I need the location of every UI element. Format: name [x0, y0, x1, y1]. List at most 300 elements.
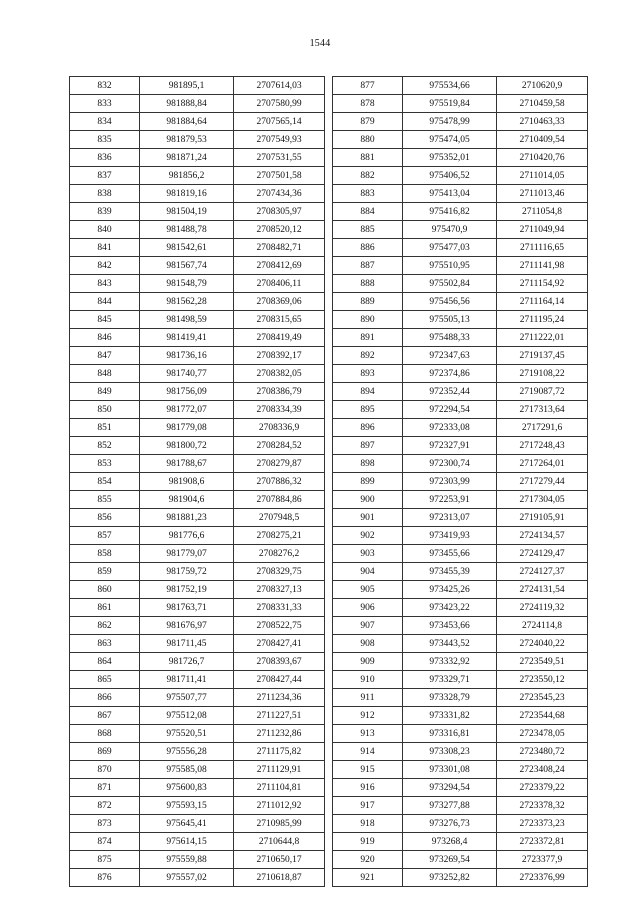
- x-coordinate-cell: 981736,16: [140, 347, 234, 365]
- y-coordinate-cell: 2708284,52: [234, 437, 325, 455]
- table-row: [70, 347, 325, 365]
- point-number-cell: 838: [70, 185, 140, 203]
- point-number-cell: 905: [333, 581, 403, 599]
- x-coordinate-cell: 973316,81: [403, 725, 497, 743]
- y-coordinate-cell: 2723377,9: [497, 851, 588, 869]
- point-number-cell: 913: [333, 725, 403, 743]
- x-coordinate-cell: 975557,02: [140, 869, 234, 887]
- y-coordinate-cell: 2724040,22: [497, 635, 588, 653]
- y-coordinate-cell: 2708369,06: [234, 293, 325, 311]
- table-row: [333, 509, 588, 527]
- x-coordinate-cell: 972374,86: [403, 365, 497, 383]
- table-row: [333, 419, 588, 437]
- table-row: [70, 491, 325, 509]
- table-row: [70, 617, 325, 635]
- point-number-cell: 854: [70, 473, 140, 491]
- table-row: [70, 527, 325, 545]
- table-row: [333, 707, 588, 725]
- x-coordinate-cell: 975478,99: [403, 113, 497, 131]
- table-row: [333, 563, 588, 581]
- x-coordinate-cell: 981740,77: [140, 365, 234, 383]
- point-number-cell: 852: [70, 437, 140, 455]
- table-row: [70, 455, 325, 473]
- point-number-cell: 858: [70, 545, 140, 563]
- y-coordinate-cell: 2708482,71: [234, 239, 325, 257]
- x-coordinate-cell: 975585,08: [140, 761, 234, 779]
- point-number-cell: 866: [70, 689, 140, 707]
- table-row: [70, 365, 325, 383]
- point-number-cell: 856: [70, 509, 140, 527]
- table-row: [333, 545, 588, 563]
- point-number-cell: 843: [70, 275, 140, 293]
- point-number-cell: 896: [333, 419, 403, 437]
- x-coordinate-cell: 973419,93: [403, 527, 497, 545]
- table-row: [333, 365, 588, 383]
- table-row: [333, 203, 588, 221]
- table-row: [333, 869, 588, 887]
- x-coordinate-cell: 973268,4: [403, 833, 497, 851]
- x-coordinate-cell: 973455,66: [403, 545, 497, 563]
- y-coordinate-cell: 2707531,55: [234, 149, 325, 167]
- y-coordinate-cell: 2708276,2: [234, 545, 325, 563]
- table-row: [333, 761, 588, 779]
- y-coordinate-cell: 2719137,45: [497, 347, 588, 365]
- y-coordinate-cell: 2708427,41: [234, 635, 325, 653]
- point-number-cell: 868: [70, 725, 140, 743]
- x-coordinate-cell: 981779,07: [140, 545, 234, 563]
- point-number-cell: 863: [70, 635, 140, 653]
- x-coordinate-cell: 975510,95: [403, 257, 497, 275]
- y-coordinate-cell: 2724119,32: [497, 599, 588, 617]
- x-coordinate-cell: 981504,19: [140, 203, 234, 221]
- point-number-cell: 844: [70, 293, 140, 311]
- x-coordinate-cell: 973455,39: [403, 563, 497, 581]
- x-coordinate-cell: 981488,78: [140, 221, 234, 239]
- y-coordinate-cell: 2708386,79: [234, 383, 325, 401]
- table-row: [333, 347, 588, 365]
- x-coordinate-cell: 975502,84: [403, 275, 497, 293]
- table-row: [70, 113, 325, 131]
- table-row: [333, 743, 588, 761]
- coordinates-table-right: [332, 76, 588, 887]
- x-coordinate-cell: 981888,84: [140, 95, 234, 113]
- x-coordinate-cell: 981908,6: [140, 473, 234, 491]
- y-coordinate-cell: 2711227,51: [234, 707, 325, 725]
- y-coordinate-cell: 2711175,82: [234, 743, 325, 761]
- point-number-cell: 833: [70, 95, 140, 113]
- y-coordinate-cell: 2710409,54: [497, 131, 588, 149]
- y-coordinate-cell: 2723550,12: [497, 671, 588, 689]
- x-coordinate-cell: 973425,26: [403, 581, 497, 599]
- point-number-cell: 877: [333, 77, 403, 95]
- x-coordinate-cell: 973423,22: [403, 599, 497, 617]
- point-number-cell: 904: [333, 563, 403, 581]
- point-number-cell: 890: [333, 311, 403, 329]
- page-number: 1544: [309, 38, 331, 49]
- x-coordinate-cell: 981772,07: [140, 401, 234, 419]
- table-row: [70, 419, 325, 437]
- x-coordinate-cell: 975559,88: [140, 851, 234, 869]
- y-coordinate-cell: 2711141,98: [497, 257, 588, 275]
- y-coordinate-cell: 2711129,91: [234, 761, 325, 779]
- y-coordinate-cell: 2708329,75: [234, 563, 325, 581]
- table-row: [333, 167, 588, 185]
- x-coordinate-cell: 975352,01: [403, 149, 497, 167]
- table-row: [70, 761, 325, 779]
- table-row: [333, 311, 588, 329]
- point-number-cell: 836: [70, 149, 140, 167]
- point-number-cell: 871: [70, 779, 140, 797]
- table-row: [333, 527, 588, 545]
- x-coordinate-cell: 981881,23: [140, 509, 234, 527]
- x-coordinate-cell: 975416,82: [403, 203, 497, 221]
- point-number-cell: 903: [333, 545, 403, 563]
- x-coordinate-cell: 973328,79: [403, 689, 497, 707]
- table-row: [333, 833, 588, 851]
- point-number-cell: 849: [70, 383, 140, 401]
- point-number-cell: 918: [333, 815, 403, 833]
- y-coordinate-cell: 2708427,44: [234, 671, 325, 689]
- x-coordinate-cell: 972347,63: [403, 347, 497, 365]
- y-coordinate-cell: 2711013,46: [497, 185, 588, 203]
- table-row: [70, 77, 325, 95]
- y-coordinate-cell: 2707501,58: [234, 167, 325, 185]
- y-coordinate-cell: 2708336,9: [234, 419, 325, 437]
- point-number-cell: 837: [70, 167, 140, 185]
- x-coordinate-cell: 975645,41: [140, 815, 234, 833]
- table-row: [333, 149, 588, 167]
- table-row: [70, 653, 325, 671]
- x-coordinate-cell: 981779,08: [140, 419, 234, 437]
- y-coordinate-cell: 2717313,64: [497, 401, 588, 419]
- x-coordinate-cell: 973276,73: [403, 815, 497, 833]
- point-number-cell: 880: [333, 131, 403, 149]
- y-coordinate-cell: 2723378,32: [497, 797, 588, 815]
- point-number-cell: 907: [333, 617, 403, 635]
- x-coordinate-cell: 972333,08: [403, 419, 497, 437]
- x-coordinate-cell: 981800,72: [140, 437, 234, 455]
- table-row: [70, 509, 325, 527]
- point-number-cell: 910: [333, 671, 403, 689]
- table-row: [70, 581, 325, 599]
- table-row: [333, 185, 588, 203]
- y-coordinate-cell: 2711154,92: [497, 275, 588, 293]
- y-coordinate-cell: 2711116,65: [497, 239, 588, 257]
- x-coordinate-cell: 981711,45: [140, 635, 234, 653]
- table-row: [70, 725, 325, 743]
- x-coordinate-cell: 981567,74: [140, 257, 234, 275]
- point-number-cell: 882: [333, 167, 403, 185]
- y-coordinate-cell: 2708419,49: [234, 329, 325, 347]
- point-number-cell: 864: [70, 653, 140, 671]
- y-coordinate-cell: 2724134,57: [497, 527, 588, 545]
- table-row: [70, 95, 325, 113]
- y-coordinate-cell: 2723549,51: [497, 653, 588, 671]
- table-row: [70, 671, 325, 689]
- y-coordinate-cell: 2710463,33: [497, 113, 588, 131]
- point-number-cell: 920: [333, 851, 403, 869]
- y-coordinate-cell: 2711232,86: [234, 725, 325, 743]
- table-row: [70, 473, 325, 491]
- table-row: [333, 779, 588, 797]
- table-row: [70, 185, 325, 203]
- y-coordinate-cell: 2708520,12: [234, 221, 325, 239]
- table-row: [333, 77, 588, 95]
- point-number-cell: 889: [333, 293, 403, 311]
- y-coordinate-cell: 2710620,9: [497, 77, 588, 95]
- y-coordinate-cell: 2723545,23: [497, 689, 588, 707]
- x-coordinate-cell: 973443,52: [403, 635, 497, 653]
- y-coordinate-cell: 2717304,05: [497, 491, 588, 509]
- y-coordinate-cell: 2719108,22: [497, 365, 588, 383]
- point-number-cell: 899: [333, 473, 403, 491]
- y-coordinate-cell: 2708327,13: [234, 581, 325, 599]
- point-number-cell: 879: [333, 113, 403, 131]
- y-coordinate-cell: 2708331,33: [234, 599, 325, 617]
- point-number-cell: 842: [70, 257, 140, 275]
- point-number-cell: 917: [333, 797, 403, 815]
- y-coordinate-cell: 2708279,87: [234, 455, 325, 473]
- table-row: [333, 257, 588, 275]
- table-row: [333, 383, 588, 401]
- y-coordinate-cell: 2707565,14: [234, 113, 325, 131]
- point-number-cell: 898: [333, 455, 403, 473]
- x-coordinate-cell: 975474,05: [403, 131, 497, 149]
- point-number-cell: 865: [70, 671, 140, 689]
- table-row: [333, 653, 588, 671]
- point-number-cell: 845: [70, 311, 140, 329]
- x-coordinate-cell: 981759,72: [140, 563, 234, 581]
- y-coordinate-cell: 2710650,17: [234, 851, 325, 869]
- y-coordinate-cell: 2724131,54: [497, 581, 588, 599]
- x-coordinate-cell: 981871,24: [140, 149, 234, 167]
- y-coordinate-cell: 2707948,5: [234, 509, 325, 527]
- y-coordinate-cell: 2711222,01: [497, 329, 588, 347]
- y-coordinate-cell: 2708393,67: [234, 653, 325, 671]
- point-number-cell: 919: [333, 833, 403, 851]
- x-coordinate-cell: 981819,16: [140, 185, 234, 203]
- y-coordinate-cell: 2707886,32: [234, 473, 325, 491]
- table-row: [333, 113, 588, 131]
- x-coordinate-cell: 975534,66: [403, 77, 497, 95]
- table-row: [333, 617, 588, 635]
- y-coordinate-cell: 2707549,93: [234, 131, 325, 149]
- table-row: [70, 167, 325, 185]
- point-number-cell: 888: [333, 275, 403, 293]
- y-coordinate-cell: 2711195,24: [497, 311, 588, 329]
- point-number-cell: 906: [333, 599, 403, 617]
- table-row: [70, 149, 325, 167]
- y-coordinate-cell: 2710459,58: [497, 95, 588, 113]
- point-number-cell: 878: [333, 95, 403, 113]
- x-coordinate-cell: 975519,84: [403, 95, 497, 113]
- point-number-cell: 841: [70, 239, 140, 257]
- table-row: [333, 491, 588, 509]
- table-row: [333, 851, 588, 869]
- x-coordinate-cell: 981676,97: [140, 617, 234, 635]
- x-coordinate-cell: 975593,15: [140, 797, 234, 815]
- y-coordinate-cell: 2711054,8: [497, 203, 588, 221]
- y-coordinate-cell: 2719087,72: [497, 383, 588, 401]
- table-row: [70, 833, 325, 851]
- y-coordinate-cell: 2724129,47: [497, 545, 588, 563]
- x-coordinate-cell: 975600,83: [140, 779, 234, 797]
- table-row: [70, 563, 325, 581]
- y-coordinate-cell: 2717264,01: [497, 455, 588, 473]
- point-number-cell: 869: [70, 743, 140, 761]
- table-row: [70, 311, 325, 329]
- point-number-cell: 894: [333, 383, 403, 401]
- table-row: [70, 239, 325, 257]
- y-coordinate-cell: 2719105,91: [497, 509, 588, 527]
- x-coordinate-cell: 973277,88: [403, 797, 497, 815]
- x-coordinate-cell: 972313,07: [403, 509, 497, 527]
- y-coordinate-cell: 2710644,8: [234, 833, 325, 851]
- x-coordinate-cell: 972352,44: [403, 383, 497, 401]
- point-number-cell: 853: [70, 455, 140, 473]
- x-coordinate-cell: 981788,67: [140, 455, 234, 473]
- table-row: [70, 275, 325, 293]
- x-coordinate-cell: 981752,19: [140, 581, 234, 599]
- table-row: [333, 437, 588, 455]
- x-coordinate-cell: 975488,33: [403, 329, 497, 347]
- x-coordinate-cell: 972300,74: [403, 455, 497, 473]
- table-row: [333, 581, 588, 599]
- y-coordinate-cell: 2711164,14: [497, 293, 588, 311]
- point-number-cell: 851: [70, 419, 140, 437]
- table-row: [333, 599, 588, 617]
- y-coordinate-cell: 2707580,99: [234, 95, 325, 113]
- y-coordinate-cell: 2708315,65: [234, 311, 325, 329]
- table-row: [70, 257, 325, 275]
- table-row: [70, 869, 325, 887]
- point-number-cell: 861: [70, 599, 140, 617]
- x-coordinate-cell: 981879,53: [140, 131, 234, 149]
- y-coordinate-cell: 2708275,21: [234, 527, 325, 545]
- table-row: [70, 329, 325, 347]
- x-coordinate-cell: 981711,41: [140, 671, 234, 689]
- y-coordinate-cell: 2711049,94: [497, 221, 588, 239]
- x-coordinate-cell: 972303,99: [403, 473, 497, 491]
- y-coordinate-cell: 2723376,99: [497, 869, 588, 887]
- table-row: [70, 293, 325, 311]
- x-coordinate-cell: 975456,56: [403, 293, 497, 311]
- x-coordinate-cell: 975413,04: [403, 185, 497, 203]
- x-coordinate-cell: 973308,23: [403, 743, 497, 761]
- point-number-cell: 835: [70, 131, 140, 149]
- x-coordinate-cell: 981856,2: [140, 167, 234, 185]
- point-number-cell: 886: [333, 239, 403, 257]
- table-row: [70, 635, 325, 653]
- point-number-cell: 909: [333, 653, 403, 671]
- x-coordinate-cell: 972294,54: [403, 401, 497, 419]
- point-number-cell: 832: [70, 77, 140, 95]
- y-coordinate-cell: 2711012,92: [234, 797, 325, 815]
- point-number-cell: 848: [70, 365, 140, 383]
- point-number-cell: 887: [333, 257, 403, 275]
- point-number-cell: 921: [333, 869, 403, 887]
- table-row: [333, 293, 588, 311]
- table-row: [333, 329, 588, 347]
- y-coordinate-cell: 2710420,76: [497, 149, 588, 167]
- x-coordinate-cell: 973294,54: [403, 779, 497, 797]
- y-coordinate-cell: 2717279,44: [497, 473, 588, 491]
- x-coordinate-cell: 981542,61: [140, 239, 234, 257]
- x-coordinate-cell: 975614,15: [140, 833, 234, 851]
- point-number-cell: 860: [70, 581, 140, 599]
- table-row: [70, 383, 325, 401]
- y-coordinate-cell: 2708334,39: [234, 401, 325, 419]
- y-coordinate-cell: 2723544,68: [497, 707, 588, 725]
- table-row: [70, 221, 325, 239]
- x-coordinate-cell: 975556,28: [140, 743, 234, 761]
- x-coordinate-cell: 981884,64: [140, 113, 234, 131]
- x-coordinate-cell: 981776,6: [140, 527, 234, 545]
- point-number-cell: 891: [333, 329, 403, 347]
- y-coordinate-cell: 2723408,24: [497, 761, 588, 779]
- point-number-cell: 881: [333, 149, 403, 167]
- y-coordinate-cell: 2723372,81: [497, 833, 588, 851]
- table-row: [70, 707, 325, 725]
- table-row: [70, 743, 325, 761]
- table-row: [333, 401, 588, 419]
- point-number-cell: 897: [333, 437, 403, 455]
- table-row: [70, 689, 325, 707]
- coordinates-table-left: [69, 76, 325, 887]
- x-coordinate-cell: 975512,08: [140, 707, 234, 725]
- table-row: [70, 797, 325, 815]
- table-row: [70, 401, 325, 419]
- y-coordinate-cell: 2708522,75: [234, 617, 325, 635]
- point-number-cell: 915: [333, 761, 403, 779]
- y-coordinate-cell: 2707884,86: [234, 491, 325, 509]
- x-coordinate-cell: 981895,1: [140, 77, 234, 95]
- x-coordinate-cell: 973252,82: [403, 869, 497, 887]
- point-number-cell: 883: [333, 185, 403, 203]
- x-coordinate-cell: 973329,71: [403, 671, 497, 689]
- y-coordinate-cell: 2723373,23: [497, 815, 588, 833]
- table-row: [333, 221, 588, 239]
- x-coordinate-cell: 973453,66: [403, 617, 497, 635]
- point-number-cell: 872: [70, 797, 140, 815]
- table-row: [70, 545, 325, 563]
- y-coordinate-cell: 2708406,11: [234, 275, 325, 293]
- point-number-cell: 875: [70, 851, 140, 869]
- y-coordinate-cell: 2710618,87: [234, 869, 325, 887]
- point-number-cell: 916: [333, 779, 403, 797]
- y-coordinate-cell: 2723478,05: [497, 725, 588, 743]
- x-coordinate-cell: 973269,54: [403, 851, 497, 869]
- x-coordinate-cell: 981498,59: [140, 311, 234, 329]
- table-row: [70, 815, 325, 833]
- y-coordinate-cell: 2708392,17: [234, 347, 325, 365]
- point-number-cell: 892: [333, 347, 403, 365]
- point-number-cell: 859: [70, 563, 140, 581]
- x-coordinate-cell: 981756,09: [140, 383, 234, 401]
- point-number-cell: 902: [333, 527, 403, 545]
- y-coordinate-cell: 2708382,05: [234, 365, 325, 383]
- point-number-cell: 857: [70, 527, 140, 545]
- y-coordinate-cell: 2724127,37: [497, 563, 588, 581]
- point-number-cell: 900: [333, 491, 403, 509]
- x-coordinate-cell: 975505,13: [403, 311, 497, 329]
- point-number-cell: 846: [70, 329, 140, 347]
- point-number-cell: 855: [70, 491, 140, 509]
- y-coordinate-cell: 2707434,36: [234, 185, 325, 203]
- table-row: [333, 725, 588, 743]
- x-coordinate-cell: 981763,71: [140, 599, 234, 617]
- point-number-cell: 908: [333, 635, 403, 653]
